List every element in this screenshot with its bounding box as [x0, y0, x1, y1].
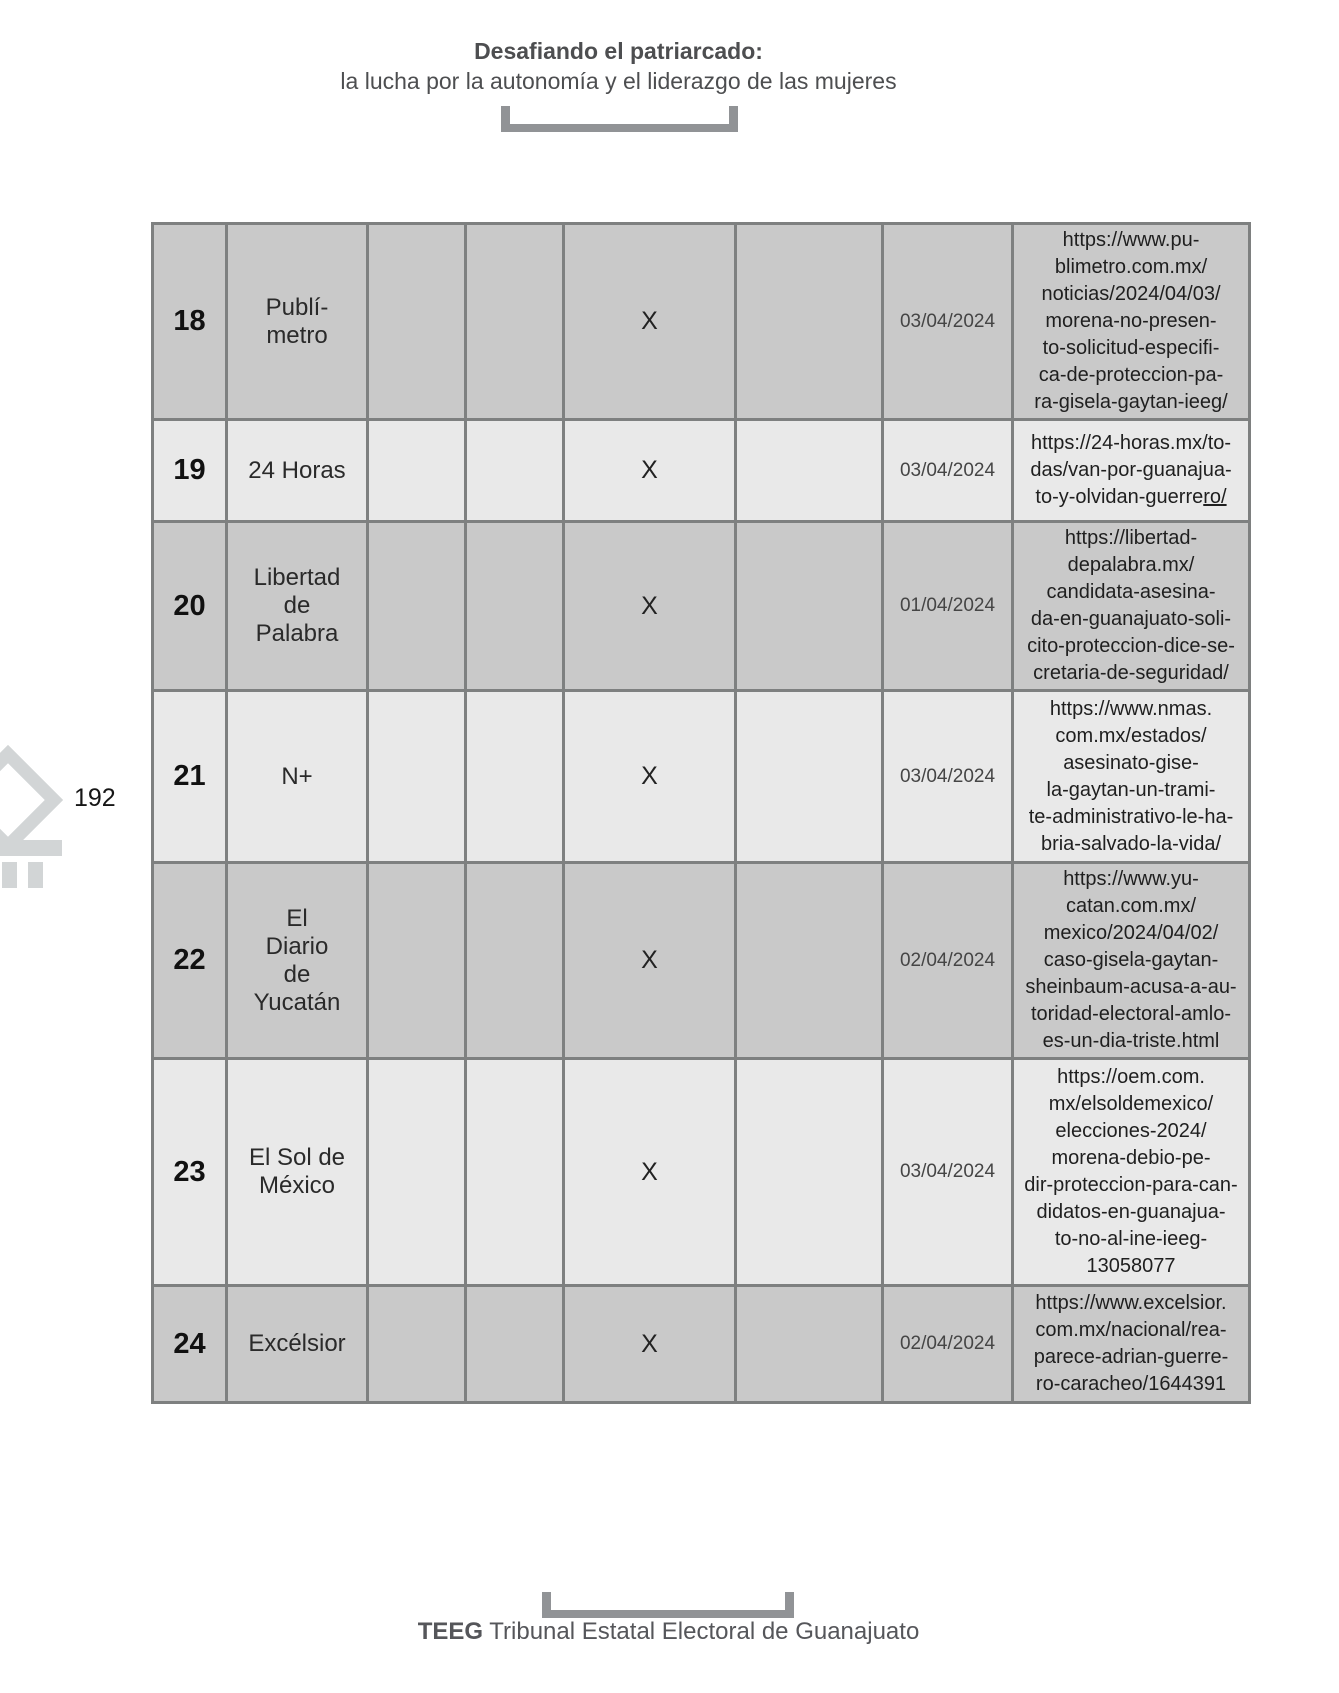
header-bracket-ornament [501, 106, 738, 132]
empty-cell [736, 863, 883, 1059]
table-row [153, 420, 1250, 522]
media-name-line: metro [266, 321, 328, 349]
empty-cell [368, 691, 466, 863]
table-row [153, 522, 1250, 691]
empty-cell [466, 691, 564, 863]
table-row [153, 1059, 1250, 1286]
url-line: dir-proteccion-para-can- [1024, 1174, 1238, 1196]
page-number: 192 [74, 784, 116, 812]
media-name-cell [227, 420, 368, 522]
empty-cell [368, 224, 466, 420]
date-cell: 02/04/2024 [883, 863, 1013, 1059]
date-cell: 03/04/2024 [883, 691, 1013, 863]
url-line: https://oem.com. [1057, 1066, 1205, 1088]
date-cell: 01/04/2024 [883, 522, 1013, 691]
media-name-line: Libertad [253, 564, 341, 591]
url-line: candidata-asesina- [1046, 581, 1216, 603]
url-line: com.mx/nacional/rea- [1035, 1319, 1227, 1341]
url-cell [1013, 1286, 1250, 1403]
url-line: asesinato-gise- [1063, 751, 1199, 774]
empty-cell [466, 420, 564, 522]
url-line: to-no-al-ine-ieeg- [1054, 1228, 1208, 1250]
empty-cell [466, 224, 564, 420]
media-name-cell [227, 691, 368, 863]
url-line: depalabra.mx/ [1067, 554, 1195, 576]
footer-org-abbr: TEEG [417, 1618, 484, 1645]
url-line: mx/elsoldemexico/ [1048, 1093, 1214, 1115]
row-number-cell: 19 [153, 420, 227, 522]
url-line: es-un-dia-triste.html [1042, 1030, 1220, 1052]
empty-cell [368, 1059, 466, 1286]
date-cell: 03/04/2024 [883, 420, 1013, 522]
x-mark-cell: X [564, 863, 736, 1059]
url-cell [1013, 522, 1250, 691]
media-name-line: de [283, 592, 311, 619]
x-mark-cell: X [564, 420, 736, 522]
x-mark-cell: X [564, 224, 736, 420]
url-line: blimetro.com.mx/ [1054, 256, 1208, 278]
empty-cell [736, 420, 883, 522]
row-number-cell: 24 [153, 1286, 227, 1403]
url-line: da-en-guanajuato-soli- [1030, 608, 1232, 630]
document-title: Desafiando el patriarcado: [474, 38, 763, 64]
url-line: parece-adrian-guerre- [1033, 1346, 1229, 1368]
url-line: morena-debio-pe- [1051, 1147, 1211, 1169]
x-mark-cell: X [564, 1286, 736, 1403]
date-cell: 02/04/2024 [883, 1286, 1013, 1403]
url-line: com.mx/estados/ [1055, 724, 1207, 747]
media-name-cell [227, 522, 368, 691]
empty-cell [466, 522, 564, 691]
media-table [151, 222, 1251, 1404]
url-line: ca-de-proteccion-pa- [1038, 364, 1224, 386]
url-line: catan.com.mx/ [1065, 895, 1197, 917]
media-name-line: El [286, 904, 308, 932]
url-line: mexico/2024/04/02/ [1043, 922, 1219, 944]
url-line: ra-gisela-gaytan-ieeg/ [1034, 391, 1228, 413]
url-cell [1013, 863, 1250, 1059]
x-mark-cell: X [564, 522, 736, 691]
media-name-line: Excélsior [248, 1330, 346, 1357]
url-line: 13058077 [1086, 1255, 1176, 1277]
url-line: morena-no-presen- [1045, 310, 1217, 332]
url-line: bria-salvado-la-vida/ [1040, 832, 1222, 855]
row-number-cell: 18 [153, 224, 227, 420]
url-line: toridad-electoral-amlo- [1030, 1003, 1232, 1025]
url-line: https://24-horas.mx/to- [1030, 432, 1232, 454]
table-row [153, 691, 1250, 863]
media-name-line: Diario [265, 932, 329, 960]
url-text: to-y-olvidan-guerre [1035, 486, 1204, 508]
teeg-logo-icon [0, 745, 110, 890]
url-line: sheinbaum-acusa-a-au- [1025, 976, 1237, 998]
row-number-cell: 23 [153, 1059, 227, 1286]
row-number-cell: 21 [153, 691, 227, 863]
url-line: cretaria-de-seguridad/ [1033, 662, 1229, 684]
media-name-line: Publí- [265, 293, 329, 321]
empty-cell [368, 420, 466, 522]
url-line: das/van-por-guanajua- [1030, 459, 1232, 481]
url-line: elecciones-2024/ [1055, 1120, 1207, 1142]
empty-cell [736, 224, 883, 420]
media-name-line: México [258, 1172, 336, 1199]
empty-cell [736, 522, 883, 691]
media-name-line: Yucatán [253, 988, 341, 1016]
document-subtitle: la lucha por la autonomía y el liderazgo de las mujeres [340, 68, 897, 94]
empty-cell [466, 1059, 564, 1286]
date-cell: 03/04/2024 [883, 224, 1013, 420]
url-line: cito-proteccion-dice-se- [1027, 635, 1235, 657]
url-line: didatos-en-guanajua- [1036, 1201, 1226, 1223]
url-cell [1013, 1059, 1250, 1286]
url-line [1020, 484, 1242, 511]
media-name-line: 24 Horas [248, 456, 346, 484]
media-name-line: de [283, 960, 311, 988]
table-row [153, 1286, 1250, 1403]
url-line: noticias/2024/04/03/ [1041, 283, 1221, 305]
media-name-line: N+ [281, 762, 313, 790]
url-link-underlined[interactable]: ro/ [1203, 486, 1227, 508]
footer-org-name: Tribunal Estatal Electoral de Guanajuato [489, 1618, 920, 1645]
url-line: https://www.excelsior. [1035, 1292, 1227, 1314]
table-row [153, 863, 1250, 1059]
url-line: https://www.pu- [1062, 229, 1200, 251]
media-name-line: El Sol de [248, 1144, 346, 1171]
empty-cell [368, 1286, 466, 1403]
table-row [153, 224, 1250, 420]
empty-cell [736, 691, 883, 863]
footer-bracket-ornament [542, 1592, 794, 1618]
media-name-line: Palabra [255, 620, 339, 647]
date-cell: 03/04/2024 [883, 1059, 1013, 1286]
page-footer [0, 1618, 1337, 1646]
empty-cell [368, 863, 466, 1059]
url-line: caso-gisela-gaytan- [1043, 949, 1219, 971]
url-line: https://www.yu- [1063, 868, 1199, 890]
url-line: https://www.nmas. [1049, 697, 1213, 720]
empty-cell [736, 1059, 883, 1286]
url-cell [1013, 420, 1250, 522]
url-line: to-solicitud-especifi- [1042, 337, 1220, 359]
url-line: ro-caracheo/1644391 [1035, 1373, 1227, 1395]
url-line: https://libertad- [1064, 527, 1198, 549]
media-name-cell [227, 1059, 368, 1286]
x-mark-cell: X [564, 1059, 736, 1286]
empty-cell [466, 1286, 564, 1403]
x-mark-cell: X [564, 691, 736, 863]
url-line: la-gaytan-un-trami- [1046, 778, 1216, 801]
url-cell [1013, 691, 1250, 863]
row-number-cell: 22 [153, 863, 227, 1059]
media-name-cell [227, 224, 368, 420]
media-name-cell [227, 1286, 368, 1403]
page-header [0, 36, 1237, 96]
empty-cell [368, 522, 466, 691]
row-number-cell: 20 [153, 522, 227, 691]
url-cell [1013, 224, 1250, 420]
url-line: te-administrativo-le-ha- [1028, 805, 1234, 828]
media-name-cell [227, 863, 368, 1059]
empty-cell [466, 863, 564, 1059]
empty-cell [736, 1286, 883, 1403]
